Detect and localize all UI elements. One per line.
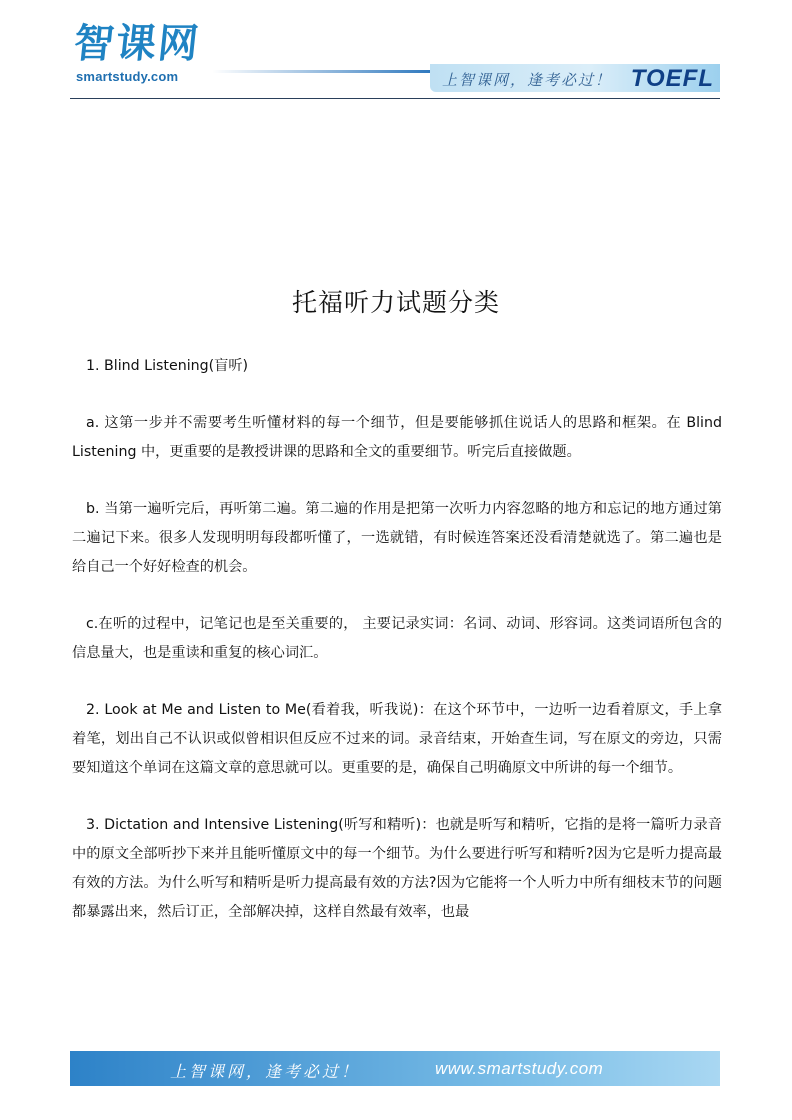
logo-url: smartstudy.com [76, 69, 179, 84]
page-header [0, 0, 792, 110]
header-banner [430, 64, 720, 92]
paragraph-dictation: 3. Dictation and Intensive Listening(听写和精听)：也就是听写和精听，它指的是将一篇听力录音中的原文全部听抄下来并且能听懂原文中的每一个细节。为什么要进行听写和精听?因为它是听力提高最有效的方法。为什么听写和精听是听力提高最有效的方法?因为它能将一个人听力中所有细枝末节的问题都暴露出来，然后订正，全部解决掉，这样自然最有效率，也最 [72, 817, 722, 920]
paragraph-a: a. 这第一步并不需要考生听懂材料的每一个细节，但是要能够抓住说话人的思路和框架。在 Blind Listening 中，更重要的是教授讲课的思路和全文的重要细节。听完后直接做题。 [72, 415, 722, 460]
header-slogan: 上智课网，逢考必过！ [442, 71, 613, 89]
paragraph-b: b. 当第一遍听完后，再听第二遍。第二遍的作用是把第一次听力内容忽略的地方和忘记的地方通过第二遍记下来。很多人发现明明每段都听懂了，一选就错，有时候连答案还没看清楚就选了。第二遍也是给自己一个好好检查的机会。 [72, 501, 722, 575]
header-divider [70, 98, 720, 99]
paragraph-c: c.在听的过程中，记笔记也是至关重要的， 主要记录实词：名词、动词、形容词。这类词语所包含的信息量大，也是重读和重复的核心词汇。 [72, 616, 722, 661]
paragraph-look-and-listen: 2. Look at Me and Listen to Me(看着我，听我说)：在这个环节中，一边听一边看着原文，手上拿着笔，划出自己不认识或似曾相识但反应不过来的词。录音结束，开始查生词，写在原文的旁边，只需要知道这个单词在这篇文章的意思就可以。更重要的是，确保自己明确原文中所讲的每一个细节。 [72, 702, 722, 776]
smartstudy-logo [71, 21, 224, 92]
exam-label: TOEFL [630, 65, 714, 92]
page-footer [70, 1051, 720, 1086]
logo-text: 智课网 [71, 21, 203, 67]
document-title: 托福听力试题分类 [291, 287, 500, 317]
footer-slogan: 上智课网，逢考必过！ [170, 1062, 361, 1081]
paragraph-blind-listening-heading: 1. Blind Listening(盲听) [86, 358, 249, 374]
header-accent-line [212, 70, 432, 73]
footer-url: www.smartstudy.com [435, 1059, 604, 1078]
document-body [72, 352, 722, 955]
